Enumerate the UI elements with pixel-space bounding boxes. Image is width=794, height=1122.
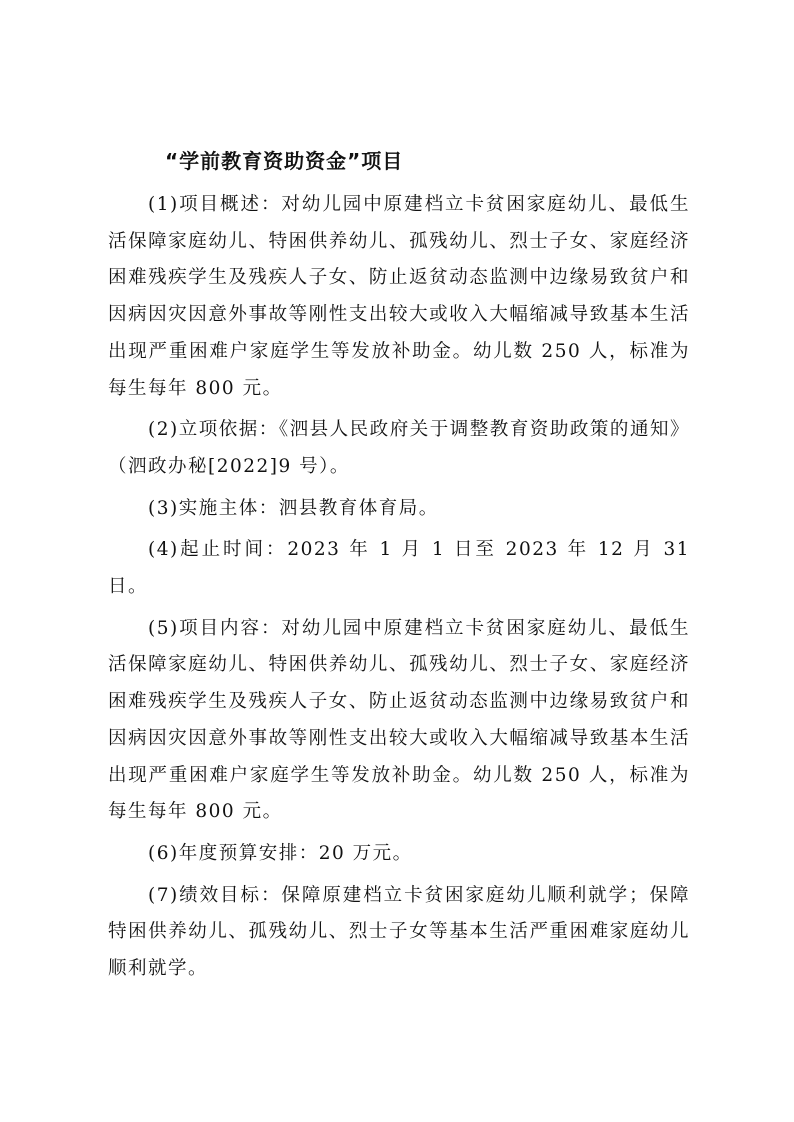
- section-heading: “学前教育资助资金”项目: [165, 149, 404, 173]
- paragraph-project-basis: (2)立项依据：《泗县人民政府关于调整教育资助政策的通知》（泗政办秘[2022]9 号）。: [108, 419, 690, 477]
- paragraph-project-content: (5)项目内容：对幼儿园中原建档立卡贫困家庭幼儿、最低生活保障家庭幼儿、特困供养幼儿、孤残幼儿、烈士子女、家庭经济困难残疾学生及残疾人子女、防止返贫动态监测中边缘易致贫户和因病因灾因意外事故等刚性支出较大或收入大幅缩减导致基本生活出现严重困难户家庭学生等发放补助金。幼儿数 250 人，标准为每生每年 800 元。: [108, 617, 690, 823]
- paragraph-project-overview: (1)项目概述：对幼儿园中原建档立卡贫困家庭幼儿、最低生活保障家庭幼儿、特困供养幼儿、孤残幼儿、烈士子女、家庭经济困难残疾学生及残疾人子女、防止返贫动态监测中边缘易致贫户和因病因灾因意外事故等刚性支出较大或收入大幅缩减导致基本生活出现严重困难户家庭学生等发放补助金。幼儿数 250 人，标准为每生每年 800 元。: [108, 194, 690, 399]
- paragraph-implementing-body: (3)实施主体：泗县教育体育局。: [148, 497, 439, 519]
- document-body: [108, 145, 690, 993]
- paragraph-performance-goals: (7)绩效目标：保障原建档立卡贫困家庭幼儿顺利就学；保障特困供养幼儿、孤残幼儿、烈士子女等基本生活严重困难家庭幼儿顺利就学。: [108, 884, 690, 980]
- paragraph-annual-budget: (6)年度预算安排：20 万元。: [148, 842, 413, 864]
- paragraph-time-period: (4)起止时间：2023 年 1 月 1 日至 2023 年 12 月 31 日。: [108, 539, 690, 598]
